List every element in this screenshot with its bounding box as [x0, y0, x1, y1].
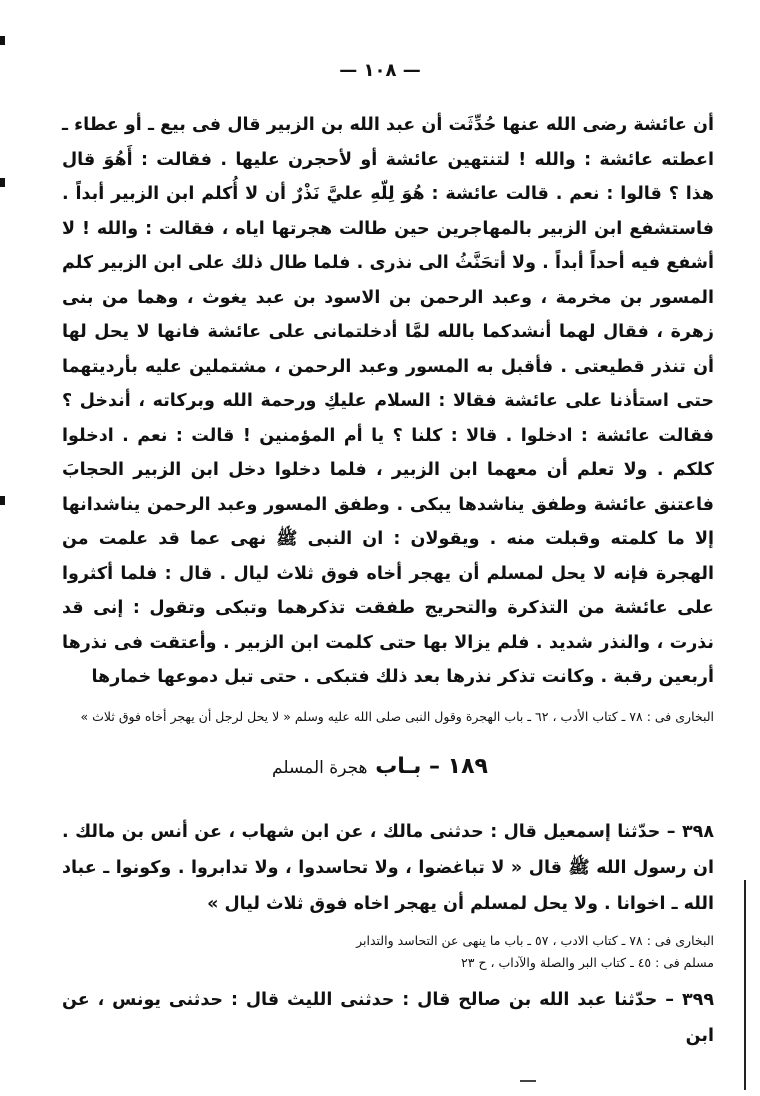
hadith-399-text: ٣٩٩ – حدّثنا عبد الله بن صالح قال : حدثنى الليث قال : حدثنى يونس ، عن ابن — [62, 990, 714, 1046]
margin-mark-middle — [0, 178, 5, 187]
hadith-397-footnote: البخارى فى : ٧٨ ـ كتاب الأدب ، ٦٢ ـ باب الهجرة وقول النبى صلى الله عليه وسلم « لا يحل لرجل أن يهجر أخاه فوق ثلاث » — [80, 709, 714, 724]
margin-mark-top — [0, 36, 5, 45]
margin-mark-lower — [0, 496, 5, 505]
chapter-title: هجرة المسلم — [272, 758, 368, 778]
hadith-397-text: أن عائشة رضى الله عنها حُدِّثَت أن عبد الله بن الزبير قال فى بيع ـ أو عطاء ـ اعطته عائشة : والله ! لتنتهين عائشة أو لأحجرن عليها . فقالت : أَهُوَ قال هذا ؟ قالوا : نعم . قالت عائشة : هُوَ لِلّهِ عليَّ نَذْرٌ أن لا أُكلم ابن الزبير أبداً . فاستشفع ابن الزبير بالمهاجرين حين طالت هجرتها اياه ، فقالت : والله ! لا أشفع فيه أحداً أبداً . ولا أتحَنَّثُ الى نذرى . فلما طال ذلك على ابن الزبير كلم المسور بن مخرمة ، وعبد الرحمن بن الاسود بن عبد يغوث ، وهما من بنى زهرة ، فقال لهما أنشدكما بالله لمَّا أدخلتمانى على عائشة فانها لا يحل لها أن تنذر قطيعتى . فأقبل به المسور وعبد الرحمن ، مشتملين عليه بأرديتهما حتى استأذنا على عائشة فقالا : السلام عليكِ ورحمة الله وبركاته ، أندخل ؟ فقالت عائشة : ادخلوا . قالا : كلنا ؟ يا أم المؤمنين ! قالت : نعم . ادخلوا كلكم . ولا تعلم أن معهما ابن الزبير ، فلما دخلوا دخل ابن الزبير الحجابَ فاعتنق عائشة وطفق يناشدها يبكى . وطفق المسور وعبد الرحمن يناشدانها إلا ما كلمته وقبلت منه . ويقولان : ان النبى ﷺ نهى عما قد علمت من الهجرة فإنه لا يحل لمسلم أن يهجر أخاه فوق ثلاث ليال . قال : فلما أكثروا على عائشة من التذكرة والتحريج طفقت تذكرهما وتبكى وتقول : إنى قد نذرت ، والنذر شديد . فلم يزالا بها حتى كلمت ابن الزبير . وأعتقت فى نذرها أربعين رقبة . وكانت تذكر نذرها بعد ذلك فتبكى . حتى تبل دموعها خمارها — [62, 115, 714, 687]
page-number: — ١٠٨ — — [339, 60, 421, 81]
scan-mark — [520, 1080, 536, 1082]
scan-edge-line — [744, 880, 746, 1090]
chapter-heading — [0, 754, 760, 779]
hadith-398-text: ٣٩٨ – حدّثنا إسمعيل قال : حدثنى مالك ، عن ابن شهاب ، عن أنس بن مالك . ان رسول الله ﷺ قال « لا تباغضوا ، ولا تحاسدوا ، ولا تدابروا . وكونوا ـ عباد الله ـ اخوانا . ولا يحل لمسلم أن يهجر اخاه فوق ثلاث ليال » — [62, 822, 714, 914]
hadith-398-footnotes — [62, 930, 714, 974]
hadith-398-footnote-muslim: مسلم فى : ٤٥ ـ كتاب البر والصلة والآداب ، ح ٢٣ — [461, 955, 714, 970]
hadith-398-footnote-bukhari: البخارى فى : ٧٨ ـ كتاب الادب ، ٥٧ ـ باب ما ينهى عن التحاسد والتدابر — [356, 933, 714, 948]
chapter-number-label: ١٨٩ – بـاب — [375, 754, 488, 779]
